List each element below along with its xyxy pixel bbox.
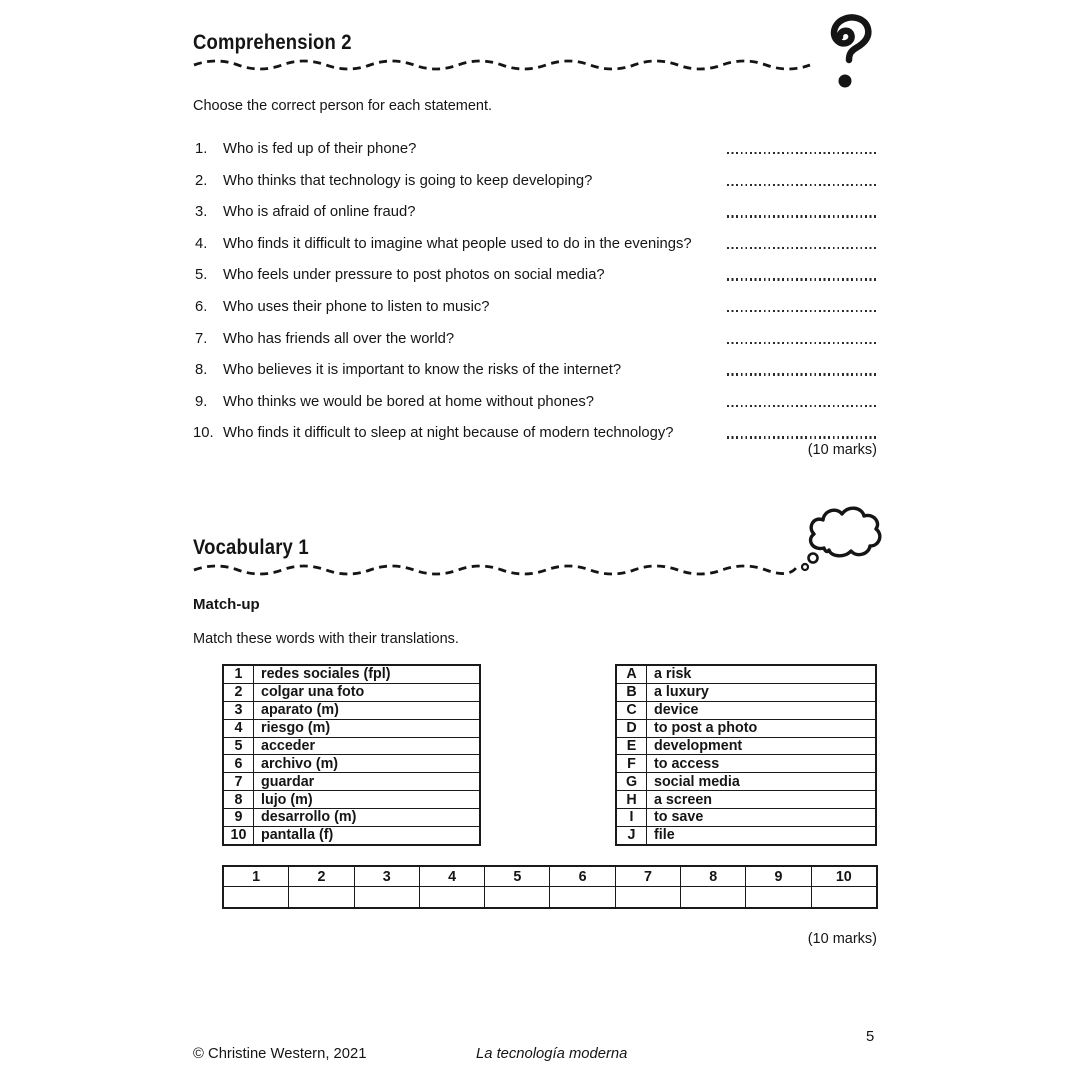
question-list xyxy=(193,139,877,455)
row-letter: C xyxy=(616,701,647,719)
comprehension-marks: (10 marks) xyxy=(807,442,877,458)
spanish-words-table xyxy=(222,664,481,846)
grid-header: 5 xyxy=(485,866,550,887)
english-word: to save xyxy=(647,809,877,827)
answer-grid xyxy=(222,865,878,909)
grid-header: 6 xyxy=(550,866,615,887)
table-row xyxy=(616,809,876,827)
question-row xyxy=(193,202,877,234)
question-row xyxy=(193,265,877,297)
row-letter: H xyxy=(616,791,647,809)
table-row xyxy=(616,701,876,719)
answer-blank xyxy=(727,152,877,154)
question-number: 6. xyxy=(195,298,208,315)
table-row xyxy=(223,773,480,791)
answer-blank xyxy=(727,184,877,186)
question-text: Who believes it is important to know the risks of the internet? xyxy=(223,362,622,379)
grid-header: 10 xyxy=(811,866,877,887)
spanish-word: guardar xyxy=(254,773,481,791)
question-text: Who is afraid of online fraud? xyxy=(223,204,416,221)
grid-header: 4 xyxy=(419,866,484,887)
answer-blank xyxy=(727,310,877,312)
row-letter: G xyxy=(616,773,647,791)
grid-header: 3 xyxy=(354,866,419,887)
answer-cell xyxy=(289,887,354,909)
question-text: Who has friends all over the world? xyxy=(223,330,455,347)
english-word: a risk xyxy=(647,665,877,683)
english-word: file xyxy=(647,827,877,845)
table-row xyxy=(616,719,876,737)
row-number: 10 xyxy=(223,827,254,845)
row-letter: F xyxy=(616,755,647,773)
wavy-divider xyxy=(193,560,797,580)
answer-cell xyxy=(746,887,811,909)
vocabulary-marks: (10 marks) xyxy=(807,931,877,947)
question-number: 3. xyxy=(195,204,208,221)
wavy-divider xyxy=(193,55,811,75)
table-row xyxy=(223,683,480,701)
question-number: 4. xyxy=(195,235,208,252)
answer-blank xyxy=(727,278,877,280)
spanish-word: pantalla (f) xyxy=(254,827,481,845)
matchup-subheading: Match-up xyxy=(193,596,260,613)
footer-copyright: © Christine Western, 2021 xyxy=(193,1046,367,1062)
question-text: Who thinks we would be bored at home without phones? xyxy=(223,393,594,410)
table-row xyxy=(223,827,480,845)
vocabulary-instruction: Match these words with their translations. xyxy=(193,631,459,647)
grid-header: 9 xyxy=(746,866,811,887)
table-row xyxy=(616,791,876,809)
question-row xyxy=(193,392,877,424)
table-row xyxy=(616,773,876,791)
table-row xyxy=(616,683,876,701)
grid-header: 2 xyxy=(289,866,354,887)
answer-cell xyxy=(811,887,877,909)
answer-blank xyxy=(727,436,877,438)
question-row xyxy=(193,139,877,171)
vocabulary-section-title: Vocabulary 1 xyxy=(193,536,309,559)
spanish-word: archivo (m) xyxy=(254,755,481,773)
answer-cell xyxy=(681,887,746,909)
row-letter: I xyxy=(616,809,647,827)
question-text: Who feels under pressure to post photos on social media? xyxy=(223,267,605,284)
english-word: to access xyxy=(647,755,877,773)
table-row xyxy=(223,737,480,755)
comprehension-section-title: Comprehension 2 xyxy=(193,31,352,54)
comprehension-instruction: Choose the correct person for each statement. xyxy=(193,98,493,114)
question-number: 9. xyxy=(195,393,208,410)
thought-cloud-icon xyxy=(800,500,884,576)
question-row xyxy=(193,423,877,455)
question-text: Who finds it difficult to sleep at night because of modern technology? xyxy=(223,425,674,442)
question-text: Who finds it difficult to imagine what people used to do in the evenings? xyxy=(223,235,692,252)
question-row xyxy=(193,234,877,266)
question-number: 7. xyxy=(195,330,208,347)
table-row xyxy=(616,827,876,845)
spanish-word: aparato (m) xyxy=(254,701,481,719)
question-text: Who uses their phone to listen to music? xyxy=(223,298,490,315)
spanish-word: colgar una foto xyxy=(254,683,481,701)
row-letter: B xyxy=(616,683,647,701)
answer-cell xyxy=(550,887,615,909)
footer-booklet-title: La tecnología moderna xyxy=(476,1046,628,1062)
table-row xyxy=(223,809,480,827)
grid-header: 1 xyxy=(223,866,289,887)
spanish-word: riesgo (m) xyxy=(254,719,481,737)
row-number: 9 xyxy=(223,809,254,827)
answer-grid-answer-row xyxy=(223,887,877,909)
table-row xyxy=(616,737,876,755)
row-number: 4 xyxy=(223,719,254,737)
grid-header: 8 xyxy=(681,866,746,887)
answer-blank xyxy=(727,247,877,249)
row-number: 5 xyxy=(223,737,254,755)
question-row xyxy=(193,360,877,392)
question-row xyxy=(193,171,877,203)
question-number: 5. xyxy=(195,267,208,284)
english-words-table xyxy=(615,664,877,846)
answer-blank xyxy=(727,342,877,344)
answer-cell xyxy=(223,887,289,909)
question-number: 10. xyxy=(193,425,214,442)
answer-blank xyxy=(727,373,877,375)
answer-cell xyxy=(419,887,484,909)
english-word: a luxury xyxy=(647,683,877,701)
table-row xyxy=(223,791,480,809)
table-row xyxy=(223,719,480,737)
spanish-word: desarrollo (m) xyxy=(254,809,481,827)
question-number: 8. xyxy=(195,362,208,379)
table-row xyxy=(223,665,480,683)
row-letter: E xyxy=(616,737,647,755)
question-number: 2. xyxy=(195,172,208,189)
question-text: Who thinks that technology is going to keep developing? xyxy=(223,172,593,189)
row-number: 8 xyxy=(223,791,254,809)
row-number: 2 xyxy=(223,683,254,701)
spanish-word: acceder xyxy=(254,737,481,755)
question-row xyxy=(193,329,877,361)
spanish-word: lujo (m) xyxy=(254,791,481,809)
table-row xyxy=(616,755,876,773)
answer-grid-header-row xyxy=(223,866,877,887)
table-row xyxy=(616,665,876,683)
row-number: 7 xyxy=(223,773,254,791)
question-row xyxy=(193,297,877,329)
row-letter: J xyxy=(616,827,647,845)
answer-blank xyxy=(727,215,877,217)
table-row xyxy=(223,701,480,719)
answer-cell xyxy=(615,887,680,909)
row-letter: A xyxy=(616,665,647,683)
page-number: 5 xyxy=(866,1029,875,1045)
question-number: 1. xyxy=(195,141,208,157)
grid-header: 7 xyxy=(615,866,680,887)
question-text: Who is fed up of their phone? xyxy=(223,141,417,157)
question-mark-icon xyxy=(816,11,880,95)
table-row xyxy=(223,755,480,773)
english-word: device xyxy=(647,701,877,719)
row-letter: D xyxy=(616,719,647,737)
answer-cell xyxy=(485,887,550,909)
english-word: development xyxy=(647,737,877,755)
spanish-word: redes sociales (fpl) xyxy=(254,665,481,683)
row-number: 3 xyxy=(223,701,254,719)
english-word: to post a photo xyxy=(647,719,877,737)
answer-blank xyxy=(727,405,877,407)
row-number: 1 xyxy=(223,665,254,683)
row-number: 6 xyxy=(223,755,254,773)
english-word: a screen xyxy=(647,791,877,809)
english-word: social media xyxy=(647,773,877,791)
answer-cell xyxy=(354,887,419,909)
